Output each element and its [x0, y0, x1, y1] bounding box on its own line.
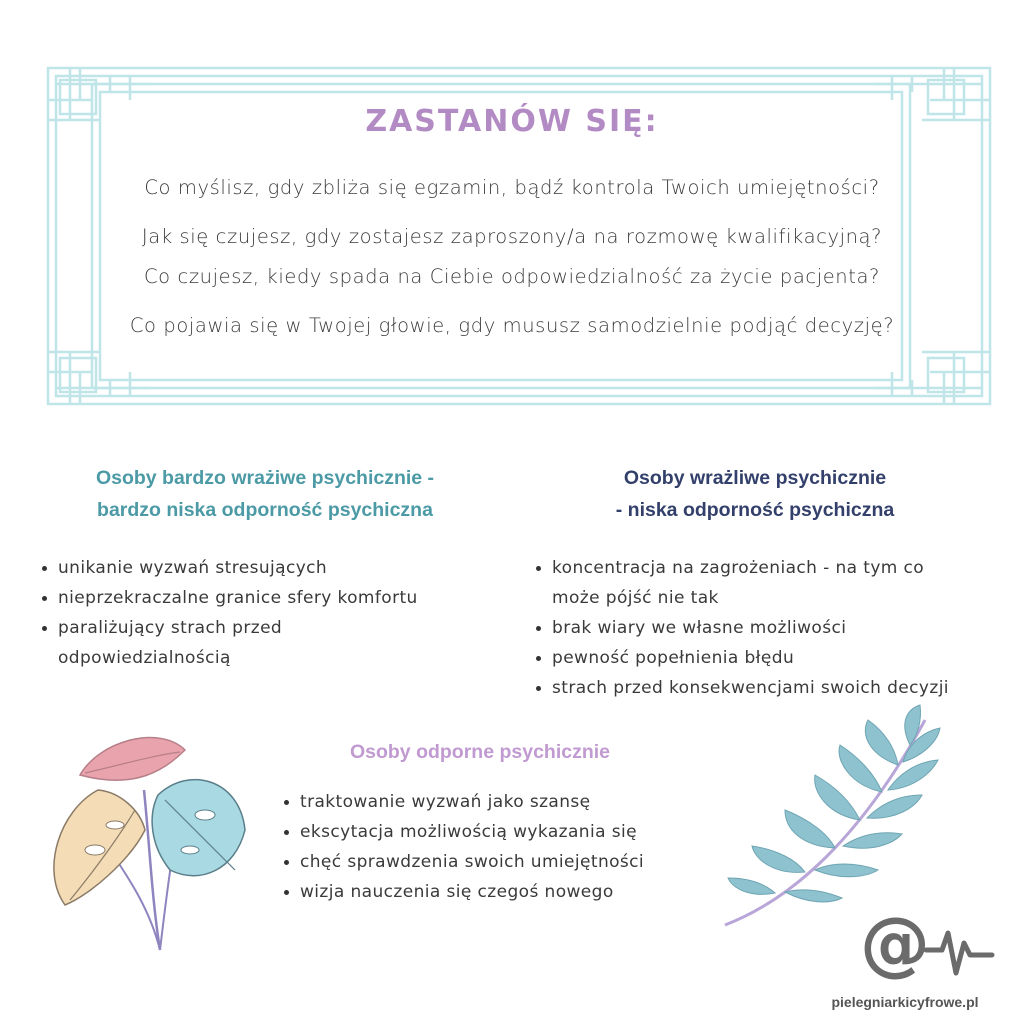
- list-item: chęć sprawdzenia swoich umiejętności: [282, 847, 722, 877]
- frame-title: ZASTANÓW SIĘ:: [365, 104, 659, 139]
- fern-branch-icon: [700, 700, 950, 940]
- sensitive-list: [534, 553, 1004, 703]
- list-item: nieprzekraczalne granice sfery komfortu: [40, 583, 480, 613]
- question-2: Jak się czujesz, gdy zostajesz zaproszony/a na rozmowę kwalifikacyjną?: [141, 225, 883, 248]
- list-item-continuation: może pójść nie tak: [552, 588, 719, 608]
- website-label: pielegniarkicyfrowe.pl: [831, 994, 979, 1010]
- list-item: wizja nauczenia się czegoś nowego: [282, 877, 722, 907]
- list-item: koncentracja na zagrożeniach - na tym co: [534, 553, 1004, 583]
- sensitive-heading: [520, 462, 990, 526]
- monstera-leaves-icon: [40, 720, 270, 960]
- list-item: paraliżujący strach przed: [40, 613, 480, 643]
- question-1: Co myślisz, gdy zbliża się egzamin, bądź kontrola Twoich umiejętności?: [144, 176, 880, 199]
- list-item: ekscytacja możliwością wykazania się: [282, 817, 722, 847]
- sensitive-heading-line2: - niska odporność psychiczna: [615, 499, 895, 521]
- very-sensitive-heading-line2: bardzo niska odporność psychiczna: [97, 499, 433, 521]
- resilient-heading: Osoby odporne psychicznie: [349, 741, 611, 763]
- sensitive-heading-line1: Osoby wrażliwe psychicznie: [623, 467, 887, 489]
- question-3: Co czujesz, kiedy spada na Ciebie odpowiedzialność za życie pacjenta?: [143, 265, 881, 288]
- list-item: pewność popełnienia błędu: [534, 643, 1004, 673]
- list-item: unikanie wyzwań stresujących: [40, 553, 480, 583]
- list-item: traktowanie wyzwań jako szansę: [282, 787, 722, 817]
- svg-text:@: @: [860, 905, 930, 984]
- resilient-list: [282, 787, 722, 907]
- list-item: strach przed konsekwencjami swoich decyzji: [534, 673, 1004, 703]
- very-sensitive-list: [40, 553, 480, 673]
- ornamental-frame: [0, 0, 1024, 420]
- list-item-continuation: odpowiedzialnością: [58, 648, 231, 668]
- list-item: brak wiary we własne możliwości: [534, 613, 1004, 643]
- very-sensitive-heading: [40, 462, 490, 526]
- question-4: Co pojawia się w Twojej głowie, gdy mususz samodzielnie podjąć decyzję?: [129, 314, 895, 337]
- very-sensitive-heading-line1: Osoby bardzo wrażiwe psychicznie -: [95, 467, 435, 489]
- at-heartbeat-logo-icon: [860, 905, 1000, 985]
